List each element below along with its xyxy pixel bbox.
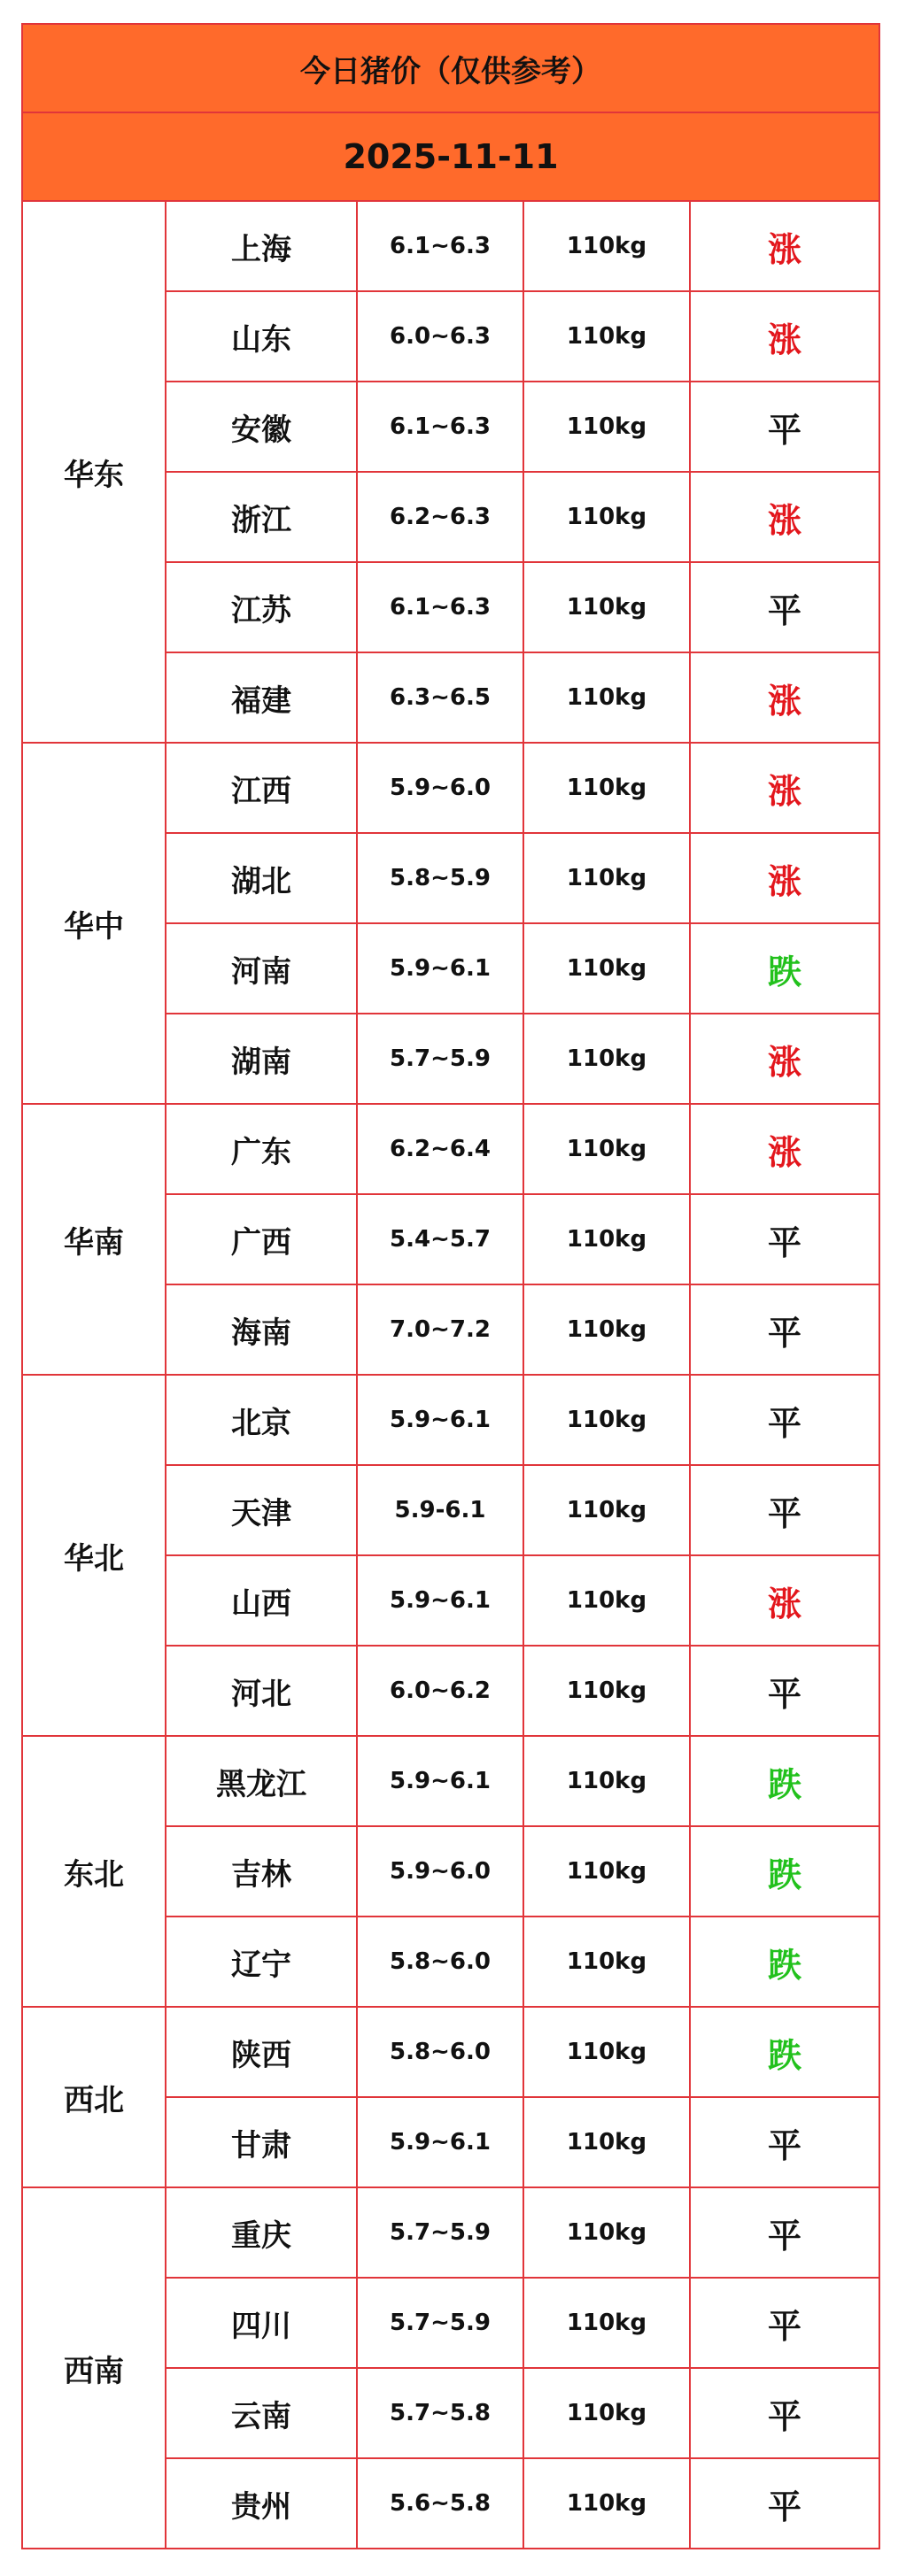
trend-cell: 涨 — [690, 652, 879, 743]
price-cell: 7.0~7.2 — [357, 1284, 523, 1375]
table-row — [22, 201, 879, 291]
price-cell: 6.0~6.2 — [357, 1646, 523, 1736]
price-cell: 5.7~5.8 — [357, 2368, 523, 2458]
price-cell: 6.1~6.3 — [357, 201, 523, 291]
province-cell: 贵州 — [166, 2458, 357, 2549]
price-cell: 5.8~6.0 — [357, 2007, 523, 2097]
weight-cell: 110kg — [523, 472, 690, 562]
weight-cell: 110kg — [523, 1826, 690, 1917]
province-cell: 江苏 — [166, 562, 357, 652]
price-cell: 5.7~5.9 — [357, 2187, 523, 2278]
trend-cell: 涨 — [690, 1555, 879, 1646]
weight-cell: 110kg — [523, 652, 690, 743]
region-cell: 华中 — [22, 743, 166, 1104]
trend-cell: 平 — [690, 2458, 879, 2549]
price-cell: 6.0~6.3 — [357, 291, 523, 382]
province-cell: 北京 — [166, 1375, 357, 1465]
trend-cell: 平 — [690, 1375, 879, 1465]
province-cell: 江西 — [166, 743, 357, 833]
trend-cell: 跌 — [690, 923, 879, 1014]
table-date: 2025-11-11 — [22, 112, 879, 201]
price-cell: 5.8~6.0 — [357, 1917, 523, 2007]
table-row — [22, 2187, 879, 2278]
weight-cell: 110kg — [523, 1194, 690, 1284]
date-row — [22, 112, 879, 201]
trend-cell: 涨 — [690, 201, 879, 291]
price-cell: 5.9~6.0 — [357, 743, 523, 833]
price-table-container — [21, 23, 879, 2549]
price-cell: 5.6~5.8 — [357, 2458, 523, 2549]
table-row — [22, 743, 879, 833]
weight-cell: 110kg — [523, 1104, 690, 1194]
province-cell: 福建 — [166, 652, 357, 743]
province-cell: 广东 — [166, 1104, 357, 1194]
trend-cell: 平 — [690, 1465, 879, 1555]
province-cell: 云南 — [166, 2368, 357, 2458]
table-row — [22, 1104, 879, 1194]
trend-cell: 涨 — [690, 743, 879, 833]
trend-cell: 跌 — [690, 1917, 879, 2007]
weight-cell: 110kg — [523, 1555, 690, 1646]
trend-cell: 平 — [690, 1646, 879, 1736]
province-cell: 河北 — [166, 1646, 357, 1736]
province-cell: 广西 — [166, 1194, 357, 1284]
price-cell: 5.9~6.1 — [357, 1736, 523, 1826]
price-cell: 5.7~5.9 — [357, 1014, 523, 1104]
table-row — [22, 1375, 879, 1465]
weight-cell: 110kg — [523, 833, 690, 923]
trend-cell: 涨 — [690, 472, 879, 562]
trend-cell: 平 — [690, 1284, 879, 1375]
weight-cell: 110kg — [523, 382, 690, 472]
price-cell: 5.9~6.1 — [357, 2097, 523, 2187]
price-cell: 6.2~6.3 — [357, 472, 523, 562]
province-cell: 陕西 — [166, 2007, 357, 2097]
province-cell: 吉林 — [166, 1826, 357, 1917]
title-row — [22, 24, 879, 112]
trend-cell: 平 — [690, 562, 879, 652]
province-cell: 安徽 — [166, 382, 357, 472]
trend-cell: 平 — [690, 2097, 879, 2187]
weight-cell: 110kg — [523, 2187, 690, 2278]
weight-cell: 110kg — [523, 1375, 690, 1465]
province-cell: 天津 — [166, 1465, 357, 1555]
trend-cell: 跌 — [690, 1826, 879, 1917]
price-cell: 5.8~5.9 — [357, 833, 523, 923]
price-cell: 6.1~6.3 — [357, 382, 523, 472]
province-cell: 海南 — [166, 1284, 357, 1375]
weight-cell: 110kg — [523, 2007, 690, 2097]
weight-cell: 110kg — [523, 1465, 690, 1555]
weight-cell: 110kg — [523, 201, 690, 291]
price-cell: 6.3~6.5 — [357, 652, 523, 743]
weight-cell: 110kg — [523, 1014, 690, 1104]
pig-price-table — [21, 23, 880, 2549]
trend-cell: 平 — [690, 2368, 879, 2458]
province-cell: 河南 — [166, 923, 357, 1014]
trend-cell: 涨 — [690, 833, 879, 923]
weight-cell: 110kg — [523, 2097, 690, 2187]
region-cell: 西南 — [22, 2187, 166, 2549]
trend-cell: 跌 — [690, 2007, 879, 2097]
price-cell: 5.9~6.1 — [357, 923, 523, 1014]
trend-cell: 平 — [690, 2278, 879, 2368]
region-cell: 东北 — [22, 1736, 166, 2007]
price-cell: 5.9~6.0 — [357, 1826, 523, 1917]
region-cell: 华东 — [22, 201, 166, 743]
weight-cell: 110kg — [523, 2458, 690, 2549]
trend-cell: 平 — [690, 382, 879, 472]
price-cell: 6.1~6.3 — [357, 562, 523, 652]
price-cell: 5.9~6.1 — [357, 1375, 523, 1465]
table-title: 今日猪价（仅供参考） — [22, 24, 879, 112]
province-cell: 重庆 — [166, 2187, 357, 2278]
region-cell: 西北 — [22, 2007, 166, 2187]
table-row — [22, 1736, 879, 1826]
province-cell: 湖北 — [166, 833, 357, 923]
province-cell: 湖南 — [166, 1014, 357, 1104]
table-row — [22, 2007, 879, 2097]
price-cell: 5.9~6.1 — [357, 1555, 523, 1646]
weight-cell: 110kg — [523, 291, 690, 382]
trend-cell: 平 — [690, 2187, 879, 2278]
price-cell: 5.7~5.9 — [357, 2278, 523, 2368]
weight-cell: 110kg — [523, 1646, 690, 1736]
province-cell: 甘肃 — [166, 2097, 357, 2187]
weight-cell: 110kg — [523, 743, 690, 833]
province-cell: 辽宁 — [166, 1917, 357, 2007]
price-cell: 6.2~6.4 — [357, 1104, 523, 1194]
trend-cell: 涨 — [690, 291, 879, 382]
weight-cell: 110kg — [523, 562, 690, 652]
region-cell: 华南 — [22, 1104, 166, 1375]
trend-cell: 跌 — [690, 1736, 879, 1826]
province-cell: 黑龙江 — [166, 1736, 357, 1826]
weight-cell: 110kg — [523, 1917, 690, 2007]
weight-cell: 110kg — [523, 923, 690, 1014]
region-cell: 华北 — [22, 1375, 166, 1736]
province-cell: 浙江 — [166, 472, 357, 562]
weight-cell: 110kg — [523, 1284, 690, 1375]
weight-cell: 110kg — [523, 1736, 690, 1826]
province-cell: 山东 — [166, 291, 357, 382]
province-cell: 山西 — [166, 1555, 357, 1646]
weight-cell: 110kg — [523, 2368, 690, 2458]
trend-cell: 涨 — [690, 1104, 879, 1194]
weight-cell: 110kg — [523, 2278, 690, 2368]
price-cell: 5.4~5.7 — [357, 1194, 523, 1284]
province-cell: 四川 — [166, 2278, 357, 2368]
province-cell: 上海 — [166, 201, 357, 291]
price-cell: 5.9-6.1 — [357, 1465, 523, 1555]
trend-cell: 涨 — [690, 1014, 879, 1104]
trend-cell: 平 — [690, 1194, 879, 1284]
